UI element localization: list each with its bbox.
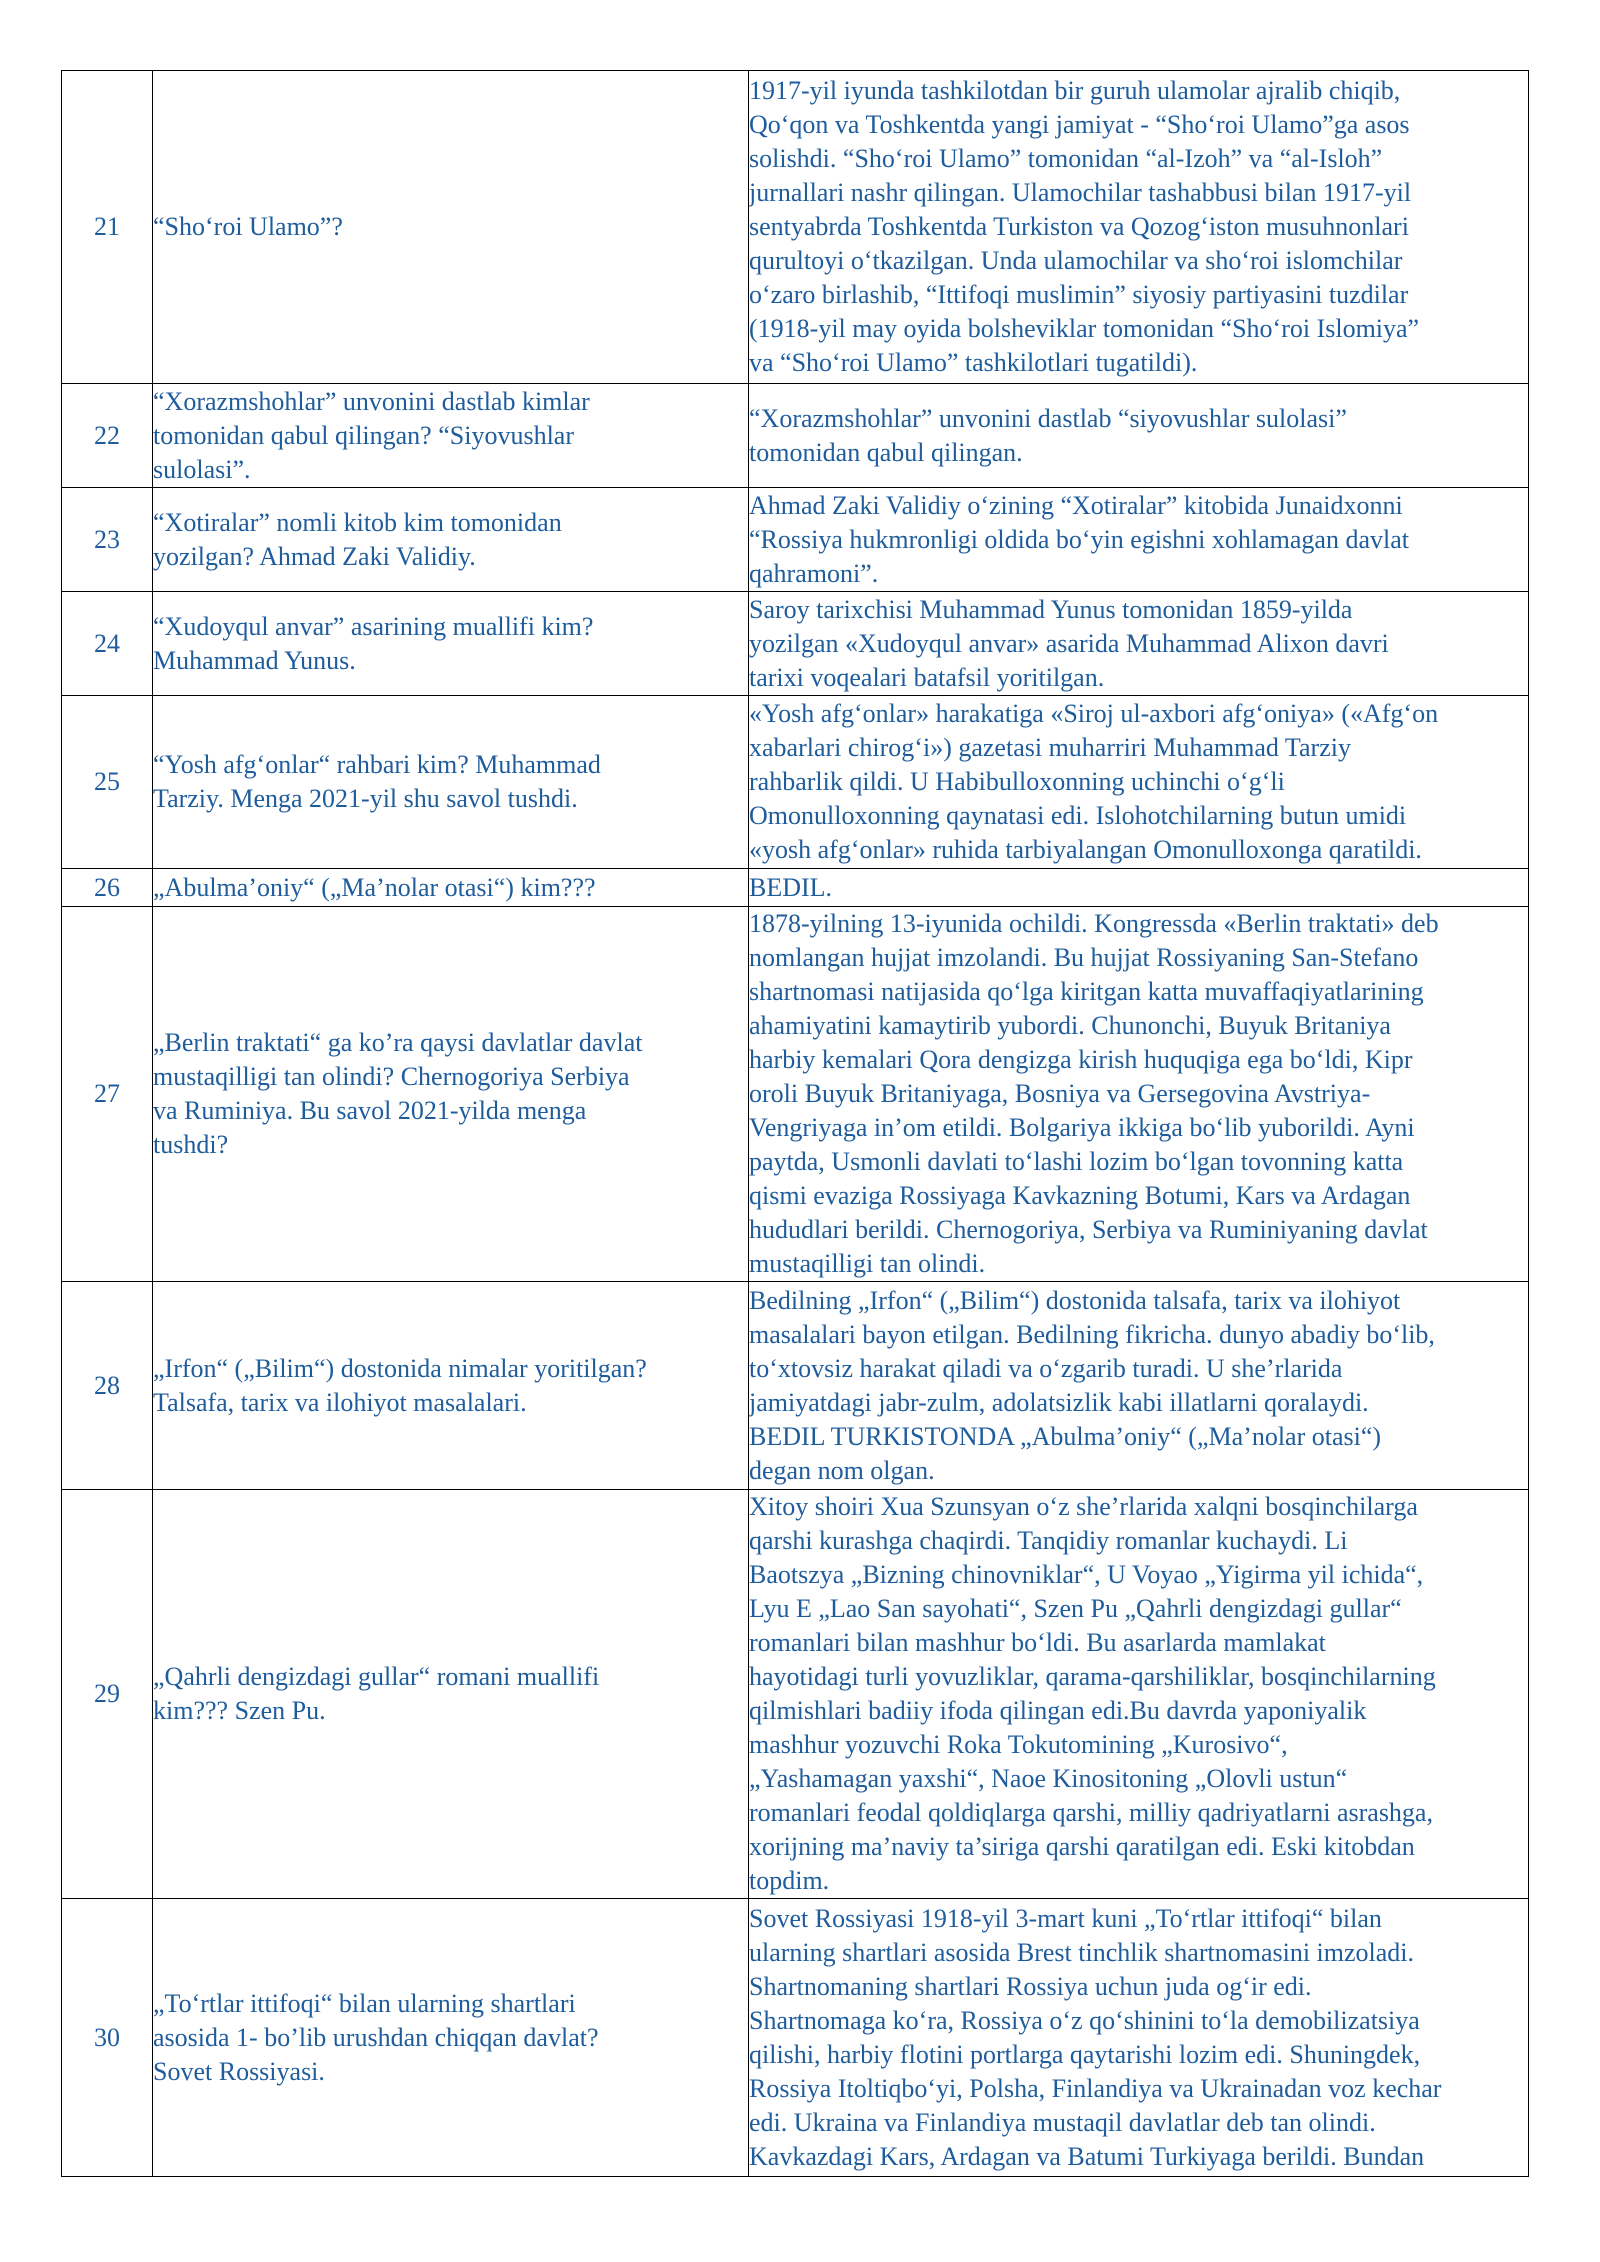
row-number: 27 (62, 907, 153, 1282)
question-text: „Qahrli dengizdagi gullar“ romani muallifi kim??? Szen Pu. (153, 1662, 600, 1725)
table-row (62, 1899, 1529, 2177)
answer-text: Sovet Rossiyasi 1918-yil 3-mart kuni „To‘rtlar ittifoqi“ bilan ularning shartlari asosida Brest tinchlik shartnomasini imzoladi. Shartnomaning shartlari Rossiya uchun juda og‘ir edi. Shartnomaga ko‘ra, Rossiya o‘z qo‘shinini to‘la demobilizatsiya qilishi, harbiy flotini portlarga qaytarishi lozim edi. Shuningdek, Rossiya Itoltiqbo‘yi, Polsha, Finlandiya va Ukrainadan voz kechar edi. Ukraina va Finlandiya mustaqil davlatlar deb tan olindi. Kavkazdagi Kars, Ardagan va Batumi Turkiyaga berildi. Bundan (749, 1903, 1442, 2171)
question-text: „Irfon“ („Bilim“) dostonida nimalar yoritilgan? Talsafa, tarix va ilohiyot masalalari. (153, 1353, 647, 1417)
table-row (62, 71, 1529, 384)
question-text: “Xudoyqul anvar” asarining muallifi kim? Muhammad Yunus. (153, 611, 594, 675)
question-cell (153, 71, 749, 384)
row-number: 23 (62, 488, 153, 592)
question-cell (153, 1490, 749, 1899)
question-text: „To‘rtlar ittifoqi“ bilan ularning shartlari asosida 1- bo’lib urushdan chiqqan davlat? Sovet Rossiyasi. (153, 1988, 599, 2086)
question-cell (153, 488, 749, 592)
table-row (62, 1282, 1529, 1490)
question-text: „Berlin traktati“ ga ko’ra qaysi davlatlar davlat mustaqilligi tan olindi? Chernogoriya Serbiya va Ruminiya. Bu savol 2021-yilda menga tushdi? (153, 1028, 643, 1159)
answer-cell (749, 488, 1529, 592)
answer-text: 1917-yil iyunda tashkilotdan bir guruh ulamolar ajralib chiqib, Qo‘qon va Toshkentda yangi jamiyat - “Sho‘roi Ulamo”ga asos solishdi. “Sho‘roi Ulamo” tomonidan “al-Izoh” va “al-Isloh” jurnallari nashr qilingan. Ulamochilar tashabbusi bilan 1917-yil sentyabrda Toshkentda Turkiston va Qozog‘iston musuhnonlari qurultoyi o‘tkazilgan. Unda ulamochilar va sho‘roi islomchilar o‘zaro birlashib, “Ittifoqi muslimin” siyosiy partiyasini tuzdilar (1918-yil may oyida bolsheviklar tomonidan “Sho‘roi Islomiya” va “Sho‘roi Ulamo” tashkilotlari tugatildi). (749, 76, 1420, 377)
question-cell (153, 1899, 749, 2177)
answer-cell (749, 71, 1529, 384)
question-cell (153, 384, 749, 488)
row-number: 25 (62, 696, 153, 869)
answer-cell (749, 907, 1529, 1282)
question-text: “Xotiralar” nomli kitob kim tomonidan yozilgan? Ahmad Zaki Validiy. (153, 507, 562, 571)
answer-cell (749, 1282, 1529, 1490)
qa-table (61, 70, 1529, 2177)
answer-cell (749, 1490, 1529, 1899)
row-number: 21 (62, 71, 153, 384)
row-number: 22 (62, 384, 153, 488)
row-number: 28 (62, 1282, 153, 1490)
question-text: “Xorazmshohlar” unvonini dastlab kimlar tomonidan qabul qilingan? “Siyovushlar sulolasi”. (153, 386, 590, 484)
answer-cell (749, 1899, 1529, 2177)
row-number: 26 (62, 869, 153, 907)
question-cell (153, 1282, 749, 1490)
answer-cell (749, 696, 1529, 869)
question-text: “Yosh afg‘onlar“ rahbari kim? Muhammad Tarziy. Menga 2021-yil shu savol tushdi. (153, 750, 601, 813)
table-row (62, 384, 1529, 488)
table-row (62, 907, 1529, 1282)
answer-cell (749, 384, 1529, 488)
answer-text: 1878-yilning 13-iyunida ochildi. Kongressda «Berlin traktati» deb nomlangan hujjat imzolandi. Bu hujjat Rossiyaning San-Stefano shartnomasi natijasida qo‘lga kiritgan katta muvaffaqiyatlarining ahamiyatini kamaytirib yubordi. Chunonchi, Buyuk Britaniya harbiy kemalari Qora dengizga kirish huquqiga ega bo‘ldi, Kipr oroli Buyuk Britaniyaga, Bosniya va Gersegovina Avstriya- Vengriyaga in’om etildi. Bolgariya ikkiga bo‘lib yuborildi. Ayni paytda, Usmonli davlati to‘lashi lozim bo‘lgan tovonning katta qismi evaziga Rossiyaga Kavkazning Botumi, Kars va Ardagan hududlari berildi. Chernogoriya, Serbiya va Ruminiyaning davlat mustaqilligi tan olindi. (749, 909, 1439, 1278)
answer-text: «Yosh afg‘onlar» harakatiga «Siroj ul-axbori afg‘oniya» («Afg‘on xabarlari chirog‘i») gazetasi muharriri Muhammad Tarziy rahbarlik qildi. U Habibulloxonning uchinchi o‘g‘li Omonulloxonning qaynatasi edi. Islohotchilarning butun umidi «yosh afg‘onlar» ruhida tarbiyalangan Omonulloxonga qaratildi. (749, 699, 1439, 864)
answer-text: BEDIL. (749, 872, 833, 902)
answer-text: Xitoy shoiri Xua Szunsyan o‘z she’rlarida xalqni bosqinchilarga qarshi kurashga chaqirdi. Tanqidiy romanlar kuchaydi. Li Baotszya „Bizning chinovniklar“, U Voyao „Yigirma yil ichida“, Lyu E „Lao San sayohati“, Szen Pu „Qahrli dengizdagi gullar“ romanlari bilan mashhur bo‘ldi. Bu asarlarda mamlakat hayotidagi turli yovuzliklar, qarama-qarshiliklar, bosqinchilarning qilmishlari badiiy ifoda qilingan edi.Bu davrda yaponiyalik mashhur yozuvchi Roka Tokutomining „Kurosivo“, „Yashamagan yaxshi“, Naoe Kinositoning „Olovli ustun“ romanlari feodal qoldiqlarga qarshi, milliy qadriyatlarni asrashga, xorijning ma’naviy ta’siriga qarshi qaratilgan edi. Eski kitobdan topdim. (749, 1492, 1436, 1895)
question-cell (153, 907, 749, 1282)
answer-text: Ahmad Zaki Validiy o‘zining “Xotiralar” kitobida Junaidxonni “Rossiya hukmronligi oldida bo‘yin egishni xohlamagan davlat qahramoni”. (749, 490, 1410, 588)
row-number: 24 (62, 592, 153, 696)
row-number: 29 (62, 1490, 153, 1899)
question-cell (153, 592, 749, 696)
table-row (62, 488, 1529, 592)
question-cell (153, 696, 749, 869)
answer-text: Bedilning „Irfon“ („Bilim“) dostonida talsafa, tarix va ilohiyot masalalari bayon etilgan. Bedilning fikricha. dunyo abadiy bo‘lib, to‘xtovsiz harakat qiladi va o‘zgarib turadi. U she’rlarida jamiyatdagi jabr-zulm, adolatsizlik kabi illatlarni qoralaydi. BEDIL TURKISTONDA „Abulma’oniy“ („Ma’nolar otasi“) degan nom olgan. (749, 1285, 1435, 1485)
question-text: “Sho‘roi Ulamo”? (153, 212, 343, 241)
answer-cell (749, 869, 1529, 907)
question-text: „Abulma’oniy“ („Ma’nolar otasi“) kim??? (153, 872, 596, 902)
table-row (62, 696, 1529, 869)
question-cell (153, 869, 749, 907)
answer-text: Saroy tarixchisi Muhammad Yunus tomonidan 1859-yilda yozilgan «Xudoyqul anvar» asarida Muhammad Alixon davri tarixi voqealari batafsil yoritilgan. (749, 594, 1389, 692)
table-row (62, 592, 1529, 696)
row-number: 30 (62, 1899, 153, 2177)
answer-cell (749, 592, 1529, 696)
table-row (62, 1490, 1529, 1899)
answer-text: “Xorazmshohlar” unvonini dastlab “siyovushlar sulolasi” tomonidan qabul qilingan. (749, 403, 1347, 467)
table-row (62, 869, 1529, 907)
